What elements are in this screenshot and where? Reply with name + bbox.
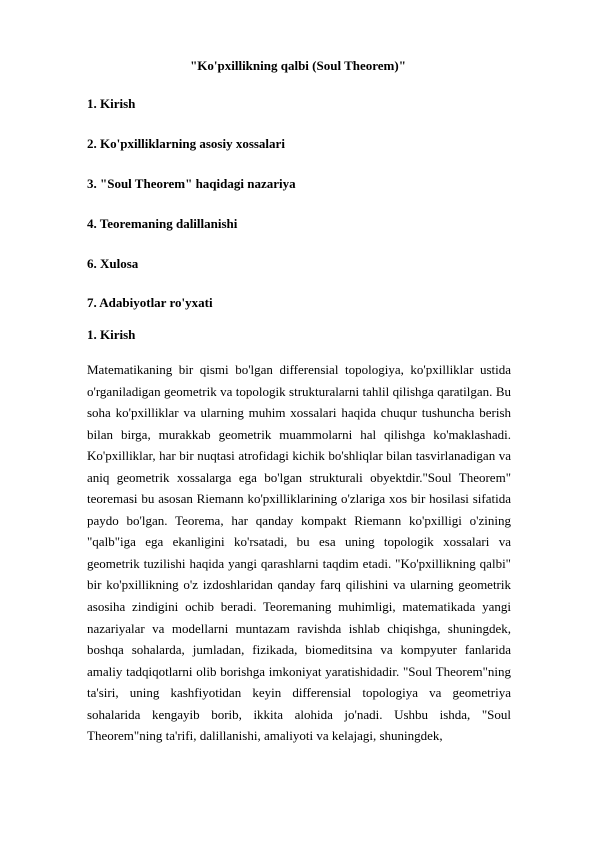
toc-item-references: 7. Adabiyotlar ro'yxati [87, 295, 213, 310]
toc-item-introduction: 1. Kirish [87, 96, 136, 111]
toc-item-proof: 4. Teoremaning dalillanishi [87, 216, 238, 231]
section-heading: 1. Kirish [87, 327, 136, 342]
toc-item-properties: 2. Ko'pxilliklarning asosiy xossalari [87, 136, 285, 151]
document-title: "Ko'pxillikning qalbi (Soul Theorem)" [190, 58, 406, 73]
toc-item-theory: 3. "Soul Theorem" haqidagi nazariya [87, 176, 296, 191]
body-paragraph: Matematikaning bir qismi bo'lgan differensial topologiya, ko'pxilliklar ustida o'rganiladigan geometrik va topologik strukturalarni tahlil qilishga qaratilgan. Bu soha ko'pxilliklar va ularning muhim xossalari haqida chuqur tushuncha berish bilan birga, murakkab geometrik muammolarni hal qilishga ko'maklashadi. Ko'pxilliklar, har bir nuqtasi atrofidagi kichik bo'shliqlar bilan tasvirlanadigan va aniq geometrik xossalarga ega bo'lgan strukturali obyektdir."Soul Theorem" teoremasi bu asosan Riemann ko'pxilliklarining o'zlariga xos bir hosilasi sifatida paydo bo'lgan. Teorema, har qanday kompakt Riemann ko'pxilligi o'zining "qalb"iga ega ekanligini ko'rsatadi, bu esa uning topologik xossalari va geometrik tuzilishi haqida yangi qarashlarni taqdim etadi. "Ko'pxillikning qalbi" bir ko'pxillikning o'z izdoshlaridan qanday farq qilishini va ularning geometrik asosiha zindigini ochib beradi. Teoremaning muhimligi, matematikada yangi nazariyalar va modellarni muntazam ravishda ishlab chiqishga, shuningdek, boshqa sohalarda, jumladan, fizikada, biomeditsina va kompyuter fanlarida amaliy tadqiqotlarni olib borishga imkoniyat yaratishidadir. "Soul Theorem"ning ta'siri, uning kashfiyotidan keyin differensial topologiya va geometriya sohalarida kengayib borib, ikkita alohida jo'nadi. Ushbu ishda, "Soul Theorem"ning ta'rifi, dalillanishi, amaliyoti va kelajagi, shuningdek, [87, 362, 511, 744]
toc-item-conclusion: 6. Xulosa [87, 256, 139, 271]
